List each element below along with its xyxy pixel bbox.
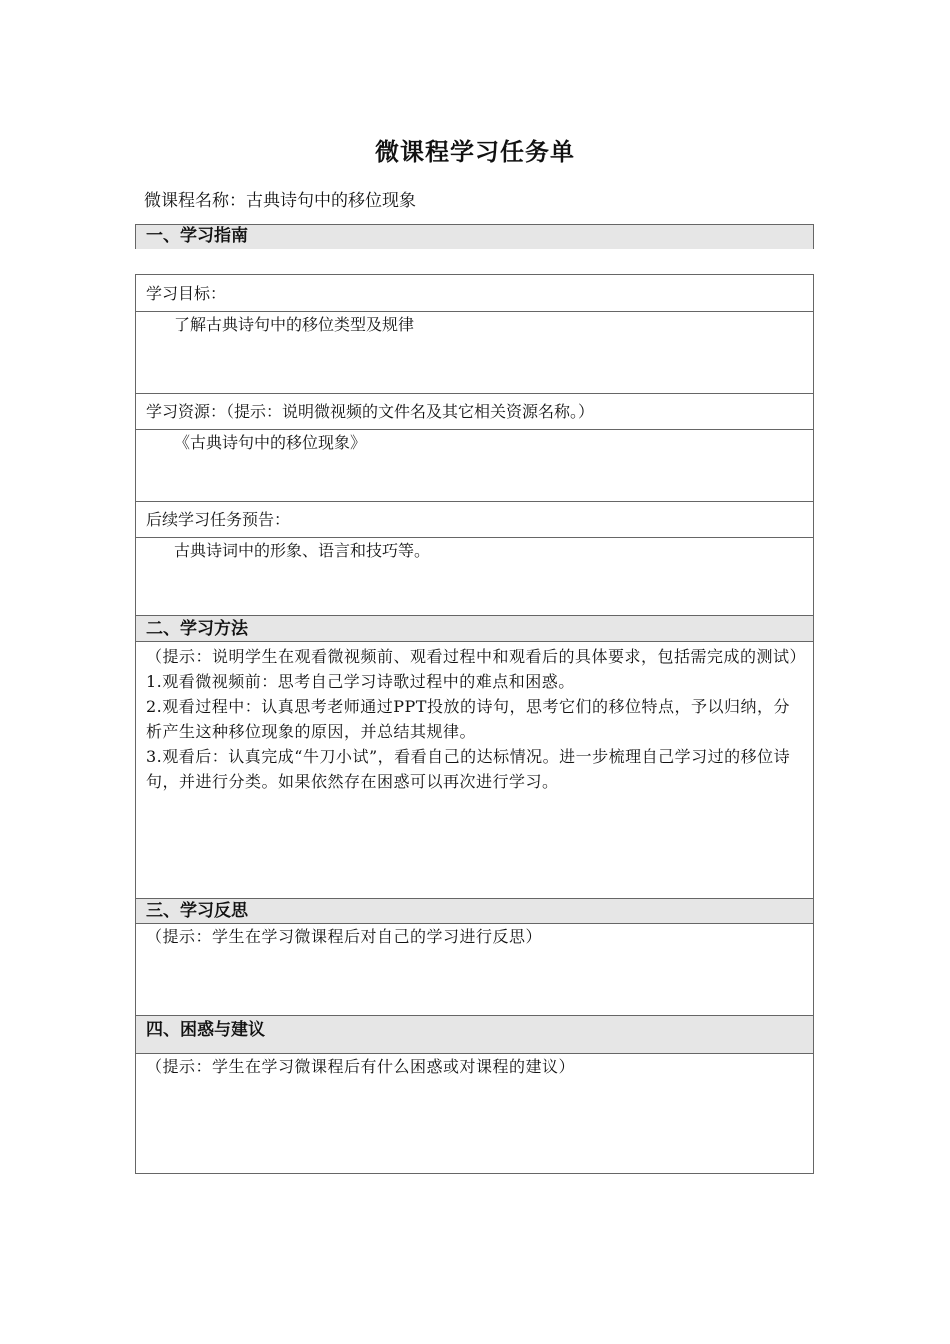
method-hint: （提示：说明学生在观看微视频前、观看过程中和观看后的具体要求，包括需完成的测试） [146,647,807,666]
learning-guide-table [135,274,814,616]
suggestion-hint: （提示：学生在学习微课程后有什么困惑或对课程的建议） [146,1057,576,1076]
method-step-1: 1.观看微视频前：思考自己学习诗歌过程中的难点和困惑。 [146,672,575,691]
goal-text: 了解古典诗句中的移位类型及规律 [136,312,813,394]
followup-label: 后续学习任务预告： [136,502,813,538]
section-2-header: 二、学习方法 [136,616,813,642]
course-name: 微课程名称：古典诗句中的移位现象 [144,191,416,211]
section-1-header: 一、学习指南 [136,225,813,249]
page-title: 微课程学习任务单 [375,138,575,166]
method-step-2: 2.观看过程中：认真思考老师通过PPT投放的诗句，思考它们的移位特点，予以归纳，分析产生这种移位现象的原因，并总结其规律。 [146,697,790,741]
section-1-header-box [135,224,814,249]
resource-label: 学习资源：（提示：说明微视频的文件名及其它相关资源名称。） [136,394,813,430]
section-2 [135,615,814,899]
reflection-hint: （提示：学生在学习微课程后对自己的学习进行反思） [146,927,543,946]
section-4 [135,1015,814,1174]
section-3 [135,898,814,1016]
resource-text: 《古典诗句中的移位现象》 [136,430,813,502]
section-3-header: 三、学习反思 [136,899,813,924]
section-4-header: 四、困惑与建议 [136,1016,813,1054]
goal-label: 学习目标： [136,275,813,312]
method-step-3: 3.观看后：认真完成“牛刀小试”，看看自己的达标情况。进一步梳理自己学习过的移位诗句，并进行分类。如果依然存在困惑可以再次进行学习。 [146,747,791,791]
followup-text: 古典诗词中的形象、语言和技巧等。 [174,541,431,560]
